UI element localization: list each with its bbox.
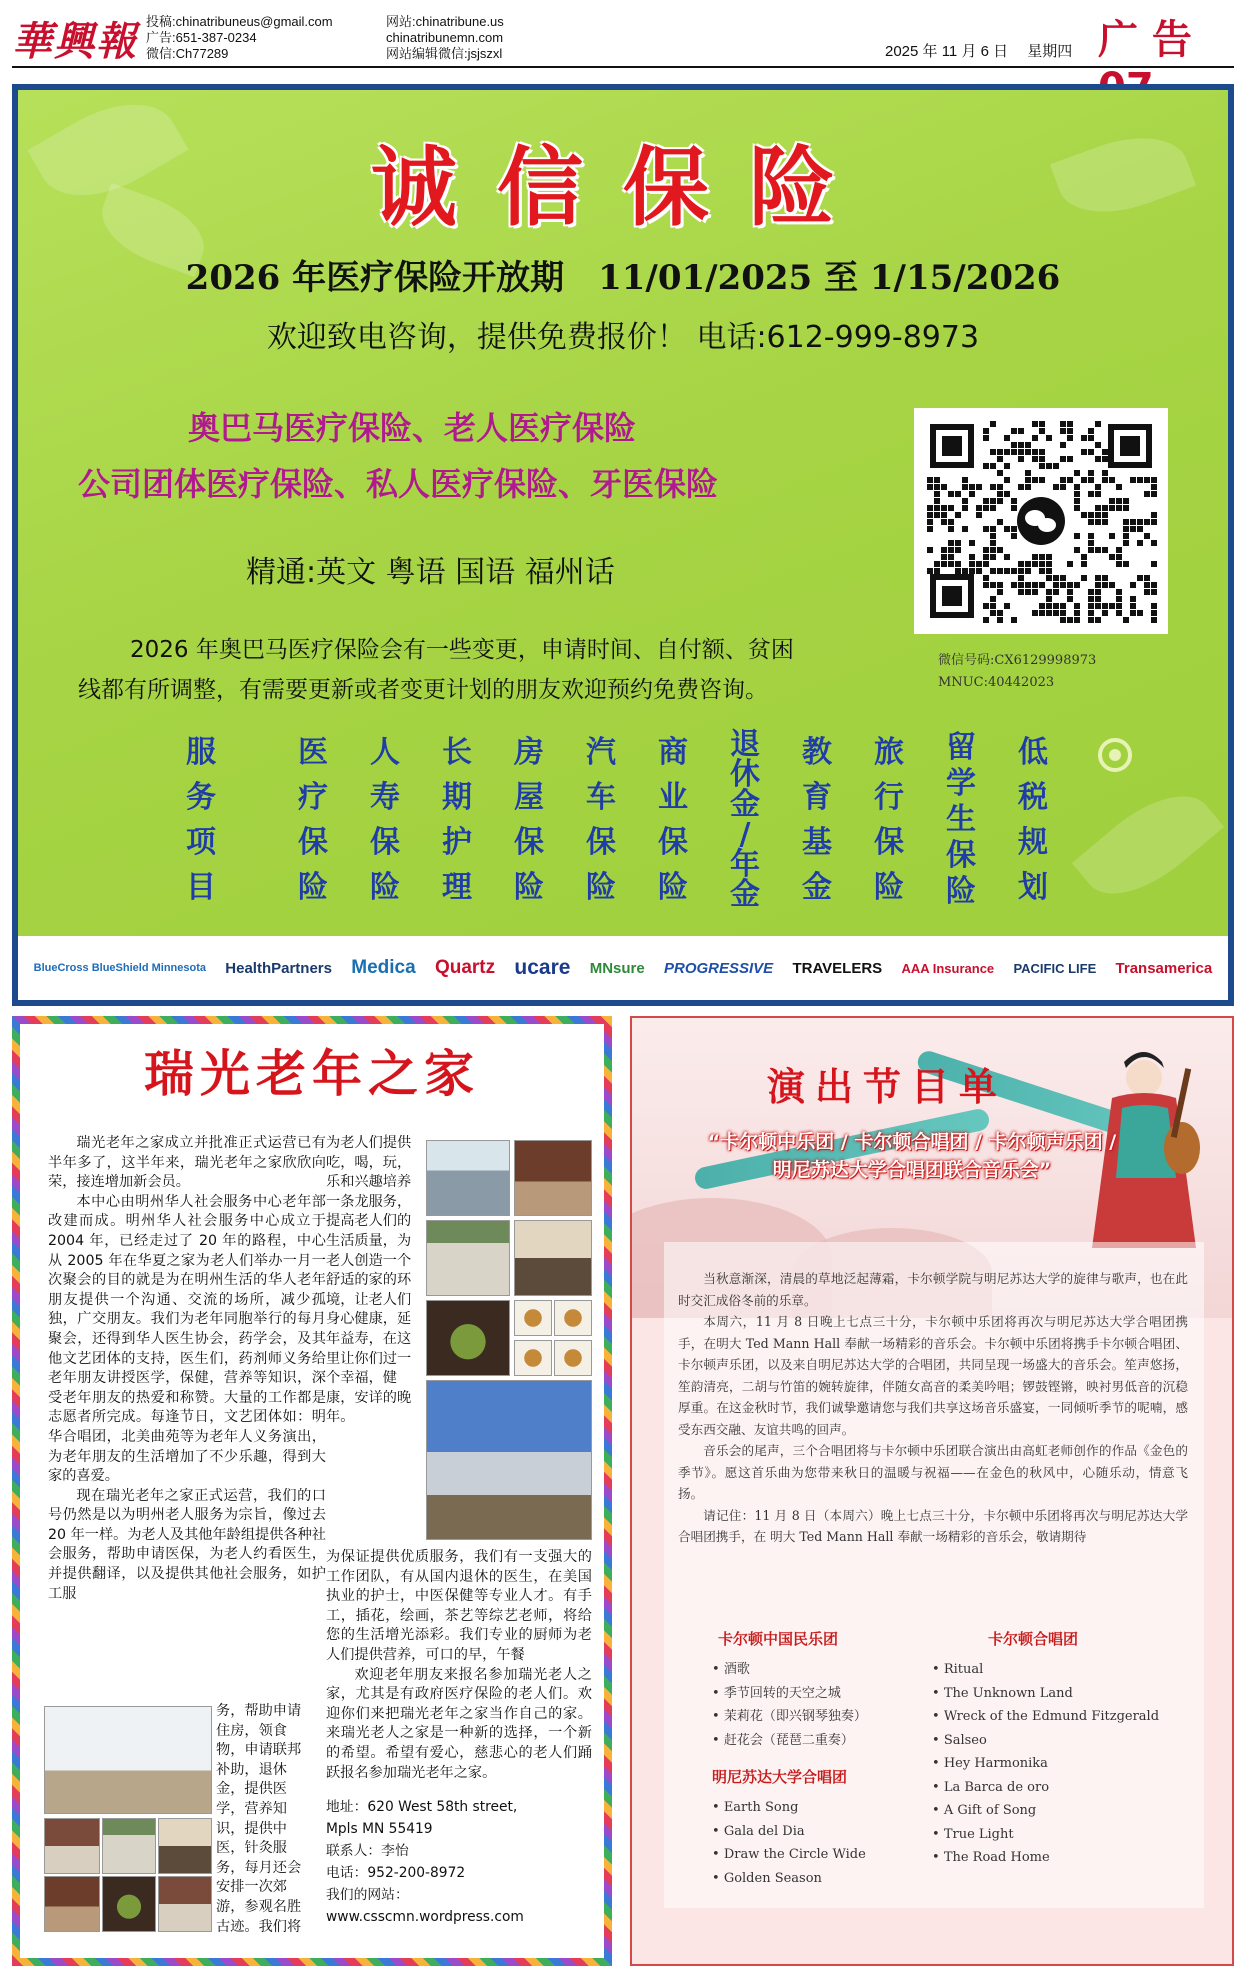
food-photo (554, 1300, 592, 1336)
senior-center-paragraph: 本中心由明州华人社会服务中心老年部改建而成。明州华人社会服务中心成立于 2004 年，已经走过了 20 年的路程，中心从 2005 年在华夏之家为老人们举办一月一次聚会的目的就是为在明州生活的华人老年朋友提供一个沟通、交流的场所，减少孤独，广交朋友。我们为老年同胞举行的每月聚会，还得到华人医生协会，药学会，及其他文艺团体的支持，医生们，药剂师义务给老年朋友讲授医学，保健，营养等知识，深受老年朋友的热爱和称赞。大量的工作都是志愿者所完成。每逢节日，文艺团体如：明华合唱团，北美曲苑等为老年人义务演出，为老年朋友的生活增加了不少乐趣，得到大家的喜爱。 (48, 1193, 326, 1485)
activity-photo (44, 1818, 100, 1874)
senior-center-column (48, 1134, 326, 1604)
contact-line: 微信:Ch77289 (146, 46, 229, 61)
partner-logo: Quartz (434, 957, 496, 978)
contact-line: 投稿:chinatribuneus@gmail.com (146, 14, 333, 29)
service-item-char: 险 (298, 870, 328, 905)
senior-center-column: 务，帮助申请住房，领食物，申请联邦补助，退休金，提供医学，营养知识，提供中医，针灸服务，每月还会安排一次郊游，参观名胜古迹。我们将 (216, 1703, 302, 1935)
contact-info-left (146, 14, 333, 62)
service-item-char: 期 (442, 780, 472, 815)
website-link[interactable]: www.csscmn.wordpress.com (326, 1909, 524, 1925)
service-item-char: 险 (658, 870, 688, 905)
partner-logo: MNsure (589, 959, 645, 977)
service-items (178, 727, 1056, 912)
program-item: • A Gift of Song (932, 1799, 1159, 1823)
service-item-char: 教 (802, 735, 832, 770)
section-label: 广 告 (1098, 17, 1192, 63)
program-item: • The Road Home (932, 1846, 1159, 1870)
mahjong-table-photo (426, 1220, 510, 1296)
languages-spoken: 精通:英文 粤语 国语 福州话 (246, 555, 615, 590)
service-item-char: 金 (730, 877, 760, 912)
program-item: • 酒歌 (712, 1658, 867, 1682)
service-item (362, 730, 408, 910)
wechat-id: 微信号码:CX6129998973 (938, 653, 1097, 668)
service-item (1010, 730, 1056, 910)
senior-center-column: 为老人们提供吃，喝，玩，乐和兴趣培养一条龙服务，提高老人们的生活质量，为老人创造一个舒适的家的环境，让老人们身心健康，延年益寿，在这里让你们过一个幸福，健康，安详的晚年。 (326, 1135, 412, 1426)
service-item-char: 保 (658, 825, 688, 860)
service-item-char: 人 (370, 735, 400, 770)
service-item-char: 保 (586, 825, 616, 860)
dining-room-photo (514, 1220, 592, 1296)
insurance-types-line: 奥巴马医疗保险、老人医疗保险 (188, 409, 637, 447)
contact-info-right (386, 14, 504, 62)
program-item: • 季节回转的天空之城 (712, 1682, 867, 1706)
food-photo (514, 1340, 552, 1376)
service-item-char: 保 (946, 838, 976, 873)
service-item-char: 保 (874, 825, 904, 860)
activity-photo (158, 1876, 212, 1932)
service-item-char: 规 (1018, 825, 1048, 860)
insurance-ad-title: 诚信保险 (371, 138, 875, 238)
service-item-char: 休 (730, 757, 760, 792)
concert-description (678, 1268, 1188, 1548)
service-item (578, 730, 624, 910)
program-item: • Ritual (932, 1658, 1159, 1682)
service-item (434, 730, 480, 910)
leaf-decoration (1072, 773, 1224, 917)
service-item-char: 行 (874, 780, 904, 815)
open-enrollment-period: 2026 年医疗保险开放期 11/01/2025 至 1/15/2026 (185, 258, 1061, 298)
contact-line: 地址：620 West 58th street, (326, 1799, 518, 1815)
service-item-char: 险 (586, 870, 616, 905)
senior-center-body (20, 1024, 604, 1958)
service-item-char: 险 (874, 870, 904, 905)
contact-line: chinatribunemn.com (386, 30, 504, 45)
program-item: • Salseo (932, 1729, 1159, 1753)
program-item: • Hey Harmonika (932, 1752, 1159, 1776)
program-item: • Wreck of the Edmund Fitzgerald (932, 1705, 1159, 1729)
weekday-text: 星期四 (1027, 43, 1073, 60)
partner-logo: AAA Insurance (901, 960, 995, 976)
service-item-char: 屋 (514, 780, 544, 815)
notice-line: 2026 年奥巴马医疗保险会有一些变更，申请时间、自付额、贫困 (130, 637, 794, 663)
service-item-char: 业 (658, 780, 688, 815)
service-item-char: 保 (370, 825, 400, 860)
service-item-char: 汽 (586, 735, 616, 770)
senior-center-paragraph: 瑞光老年之家成立并批准正式运营已有半年多了，这半年来，瑞光老年之家欣欣向荣，接连增加新会员。 (48, 1135, 326, 1191)
service-item-char: 保 (298, 825, 328, 860)
contact-line: Mpls MN 55419 (326, 1821, 433, 1837)
program-item: • 茉莉花（即兴钢琴独奏） (712, 1705, 867, 1729)
service-item (794, 730, 840, 910)
insurance-types-line: 公司团体医疗保险、私人医疗保险、牙医保险 (78, 465, 719, 503)
food-photo (554, 1340, 592, 1376)
license-number: MNUC:40442023 (938, 675, 1055, 690)
concert-paragraph: 音乐会的尾声，三个合唱团将与卡尔顿中乐团联合演出由高虹老师创作的作品《金色的季节》。愿这首乐曲为您带来秋日的温暖与祝福——在金色的秋风中，心随乐动，情意飞扬。 (678, 1443, 1188, 1501)
service-item-char: 商 (658, 735, 688, 770)
service-item (866, 730, 912, 910)
concert-subtitle-line: “卡尔顿中乐团 / 卡尔顿合唱团 / 卡尔顿声乐团 / (707, 1131, 1117, 1153)
service-item-char: 护 (442, 825, 472, 860)
services-label-char: 项 (186, 825, 216, 860)
center-entrance-photo (426, 1140, 510, 1216)
contact-line: 网站编辑微信:jsjszxl (386, 46, 503, 61)
service-item-char: 医 (298, 735, 328, 770)
center-interior-photo (44, 1706, 212, 1814)
masthead (0, 0, 1246, 70)
partner-logo: PROGRESSIVE (663, 959, 774, 977)
activity-photo (44, 1876, 100, 1932)
service-item (506, 730, 552, 910)
senior-center-title: 瑞光老年之家 (144, 1045, 480, 1103)
insurance-ad-body (18, 90, 1228, 1000)
partner-logo: HealthPartners (225, 959, 332, 977)
partner-logo: ucare (514, 956, 571, 979)
partner-logo: Medica (351, 957, 416, 978)
newspaper-logo: 華興報 (12, 18, 138, 65)
concert-paragraph: 本周六，11 月 8 日晚上七点三十分，卡尔顿中乐团将再次与明尼苏达大学合唱团携手，在明大 Ted Mann Hall 奉献一场精彩的音乐会。卡尔顿中乐团将携手卡尔顿合唱团、卡尔顿声乐团，以及来自明尼苏达大学的合唱团，共同呈现一场盛大的音乐会。笙声悠扬，笙韵清亮，二胡与竹笛的婉转旋律，伴随女高音的柔美吟唱；锣鼓铿锵，映衬男低音的沉稳厚重。在这金秋时节，我们诚挚邀请您与我们共享这场音乐盛宴，一同倾听季节的呢喃，感受东西交融、友谊共鸣的回声。 (678, 1314, 1188, 1437)
wechat-qr-code (914, 408, 1168, 634)
flower-arrangement-photo (426, 1300, 510, 1376)
wechat-meta (938, 650, 1096, 694)
service-item-char: 疗 (298, 780, 328, 815)
piano-room-photo (514, 1140, 592, 1216)
program-item: • Golden Season (712, 1867, 866, 1891)
services-label-char: 目 (186, 870, 216, 905)
program-item: • Draw the Circle Wide (712, 1843, 866, 1867)
service-item-char: 险 (946, 874, 976, 909)
program-item: • 赶花会（琵琶二重奏） (712, 1729, 867, 1753)
program-item: • True Light (932, 1823, 1159, 1847)
service-item-char: 育 (802, 780, 832, 815)
concert-subtitle (662, 1128, 1162, 1184)
service-item-char: 险 (514, 870, 544, 905)
service-item-char: 长 (442, 735, 472, 770)
phone-invite: 欢迎致电咨询，提供免费报价！ 电话:612-999-8973 (266, 320, 980, 355)
service-item-char: 学 (946, 766, 976, 801)
service-item-char: 旅 (874, 735, 904, 770)
service-item-char: 车 (586, 780, 616, 815)
issue-date (885, 40, 1072, 61)
insurance-types (78, 400, 718, 512)
service-item-char: 留 (946, 730, 976, 765)
activity-photo (102, 1876, 156, 1932)
service-item-char: 寿 (370, 780, 400, 815)
contact-line: 电话：952-200-8972 (326, 1865, 466, 1881)
date-text: 2025 年 11 月 6 日 (885, 43, 1009, 60)
concert-subtitle-line: 明尼苏达大学合唱团联合音乐会” (772, 1159, 1052, 1181)
contact-line: 广告:651-387-0234 (146, 30, 257, 45)
insurance-ad (12, 84, 1234, 1006)
service-item-char: 生 (946, 802, 976, 837)
senior-center-ad (12, 1016, 612, 1966)
building-exterior-photo (426, 1380, 592, 1540)
service-item-char: 基 (802, 825, 832, 860)
senior-center-contact (326, 1796, 586, 1928)
partner-logo: Transamerica (1115, 959, 1213, 977)
program-group-heading: 卡尔顿中国民乐团 (718, 1630, 839, 1648)
activity-photo (102, 1818, 156, 1874)
senior-center-paragraph: 欢迎老年朋友来报名参加瑞光老人之家，尤其是有政府医疗保险的老人们。欢迎你们来把瑞光老年之家当作自己的家。来瑞光老人之家是一种新的选择，一个新的希望。希望有爱心，慈悲心的老人们踊跃报名参加瑞光老年之家。 (326, 1666, 592, 1781)
program-item: • La Barca de oro (932, 1776, 1159, 1800)
senior-center-column (326, 1548, 592, 1783)
activity-photo (158, 1818, 212, 1874)
senior-center-paragraph: 现在瑞光老年之家正式运营，我们的口号仍然是以为明州老人服务为宗旨，像过去 20 年一样。为老人及其他年龄组提供各种社会服务，帮助申请医保，为老人约看医生，并提供翻译，以及提供其他社会服务，如护工服 (48, 1487, 326, 1602)
policy-notice (78, 630, 898, 710)
concert-program-ad (630, 1016, 1234, 1966)
contact-line: 我们的网站： (326, 1887, 409, 1903)
service-item-char: 险 (370, 870, 400, 905)
service-item (938, 730, 984, 910)
service-item-char: / (739, 817, 751, 852)
qr-code-icon (924, 418, 1158, 624)
partner-logo: PACIFIC LIFE (1013, 960, 1097, 976)
program-group-heading: 卡尔顿合唱团 (988, 1630, 1079, 1648)
service-item (722, 727, 768, 912)
program-item: • The Unknown Land (932, 1682, 1159, 1706)
circle-decoration-icon (1098, 738, 1132, 772)
program-list (712, 1658, 867, 1752)
service-item-char: 房 (514, 735, 544, 770)
program-list (932, 1658, 1159, 1870)
concert-title: 演出节目单 (766, 1065, 1007, 1109)
concert-paragraph: 请记住：11 月 8 日（本周六）晚上七点三十分，卡尔顿中乐团将再次与明尼苏达大学合唱团携手，在 明大 Ted Mann Hall 奉献一场精彩的音乐会，敬请期待 (678, 1507, 1188, 1544)
service-item-char: 保 (514, 825, 544, 860)
service-item-char: 低 (1018, 735, 1048, 770)
service-item-char: 金 (802, 870, 832, 905)
service-item-char: 划 (1018, 870, 1048, 905)
senior-center-paragraph: 为保证提供优质服务，我们有一支强大的工作团队，有从国内退休的医生，在美国执业的护士，中医保健等专业人才。有手工，插花，绘画，茶艺等综艺老师，将给您的生活增光添彩。我们专业的厨师为老人们提供营养，可口的早，午餐 (326, 1549, 592, 1663)
contact-line: 网站:chinatribune.us (386, 14, 504, 29)
service-item (650, 730, 696, 910)
service-item (290, 730, 336, 910)
services-label-char: 务 (186, 780, 216, 815)
program-item: • Gala del Dia (712, 1820, 866, 1844)
partner-logo: TRAVELERS (792, 959, 883, 977)
program-item: • Earth Song (712, 1796, 866, 1820)
services-label (178, 730, 224, 910)
program-group-heading: 明尼苏达大学合唱团 (712, 1768, 848, 1786)
food-photo (514, 1300, 552, 1336)
service-item-char: 理 (442, 870, 472, 905)
services-label-char: 服 (186, 735, 216, 770)
program-list (712, 1796, 866, 1890)
contact-line: 联系人：李怡 (326, 1843, 409, 1859)
concert-paragraph: 当秋意渐深，清晨的草地泛起薄霜，卡尔顿学院与明尼苏达大学的旋律与歌声，也在此时交汇成俗冬前的乐章。 (678, 1271, 1188, 1308)
notice-line: 线都有所调整，有需要更新或者变更计划的朋友欢迎预约免费咨询。 (78, 677, 768, 703)
service-item-char: 税 (1018, 780, 1048, 815)
partner-logos (18, 936, 1228, 1000)
masthead-rule (12, 66, 1234, 68)
service-item-char: 退 (730, 727, 760, 762)
service-item-char: 金 (730, 787, 760, 822)
partner-logo: BlueCross BlueShield Minnesota (33, 962, 206, 974)
service-item-char: 年 (730, 847, 760, 882)
